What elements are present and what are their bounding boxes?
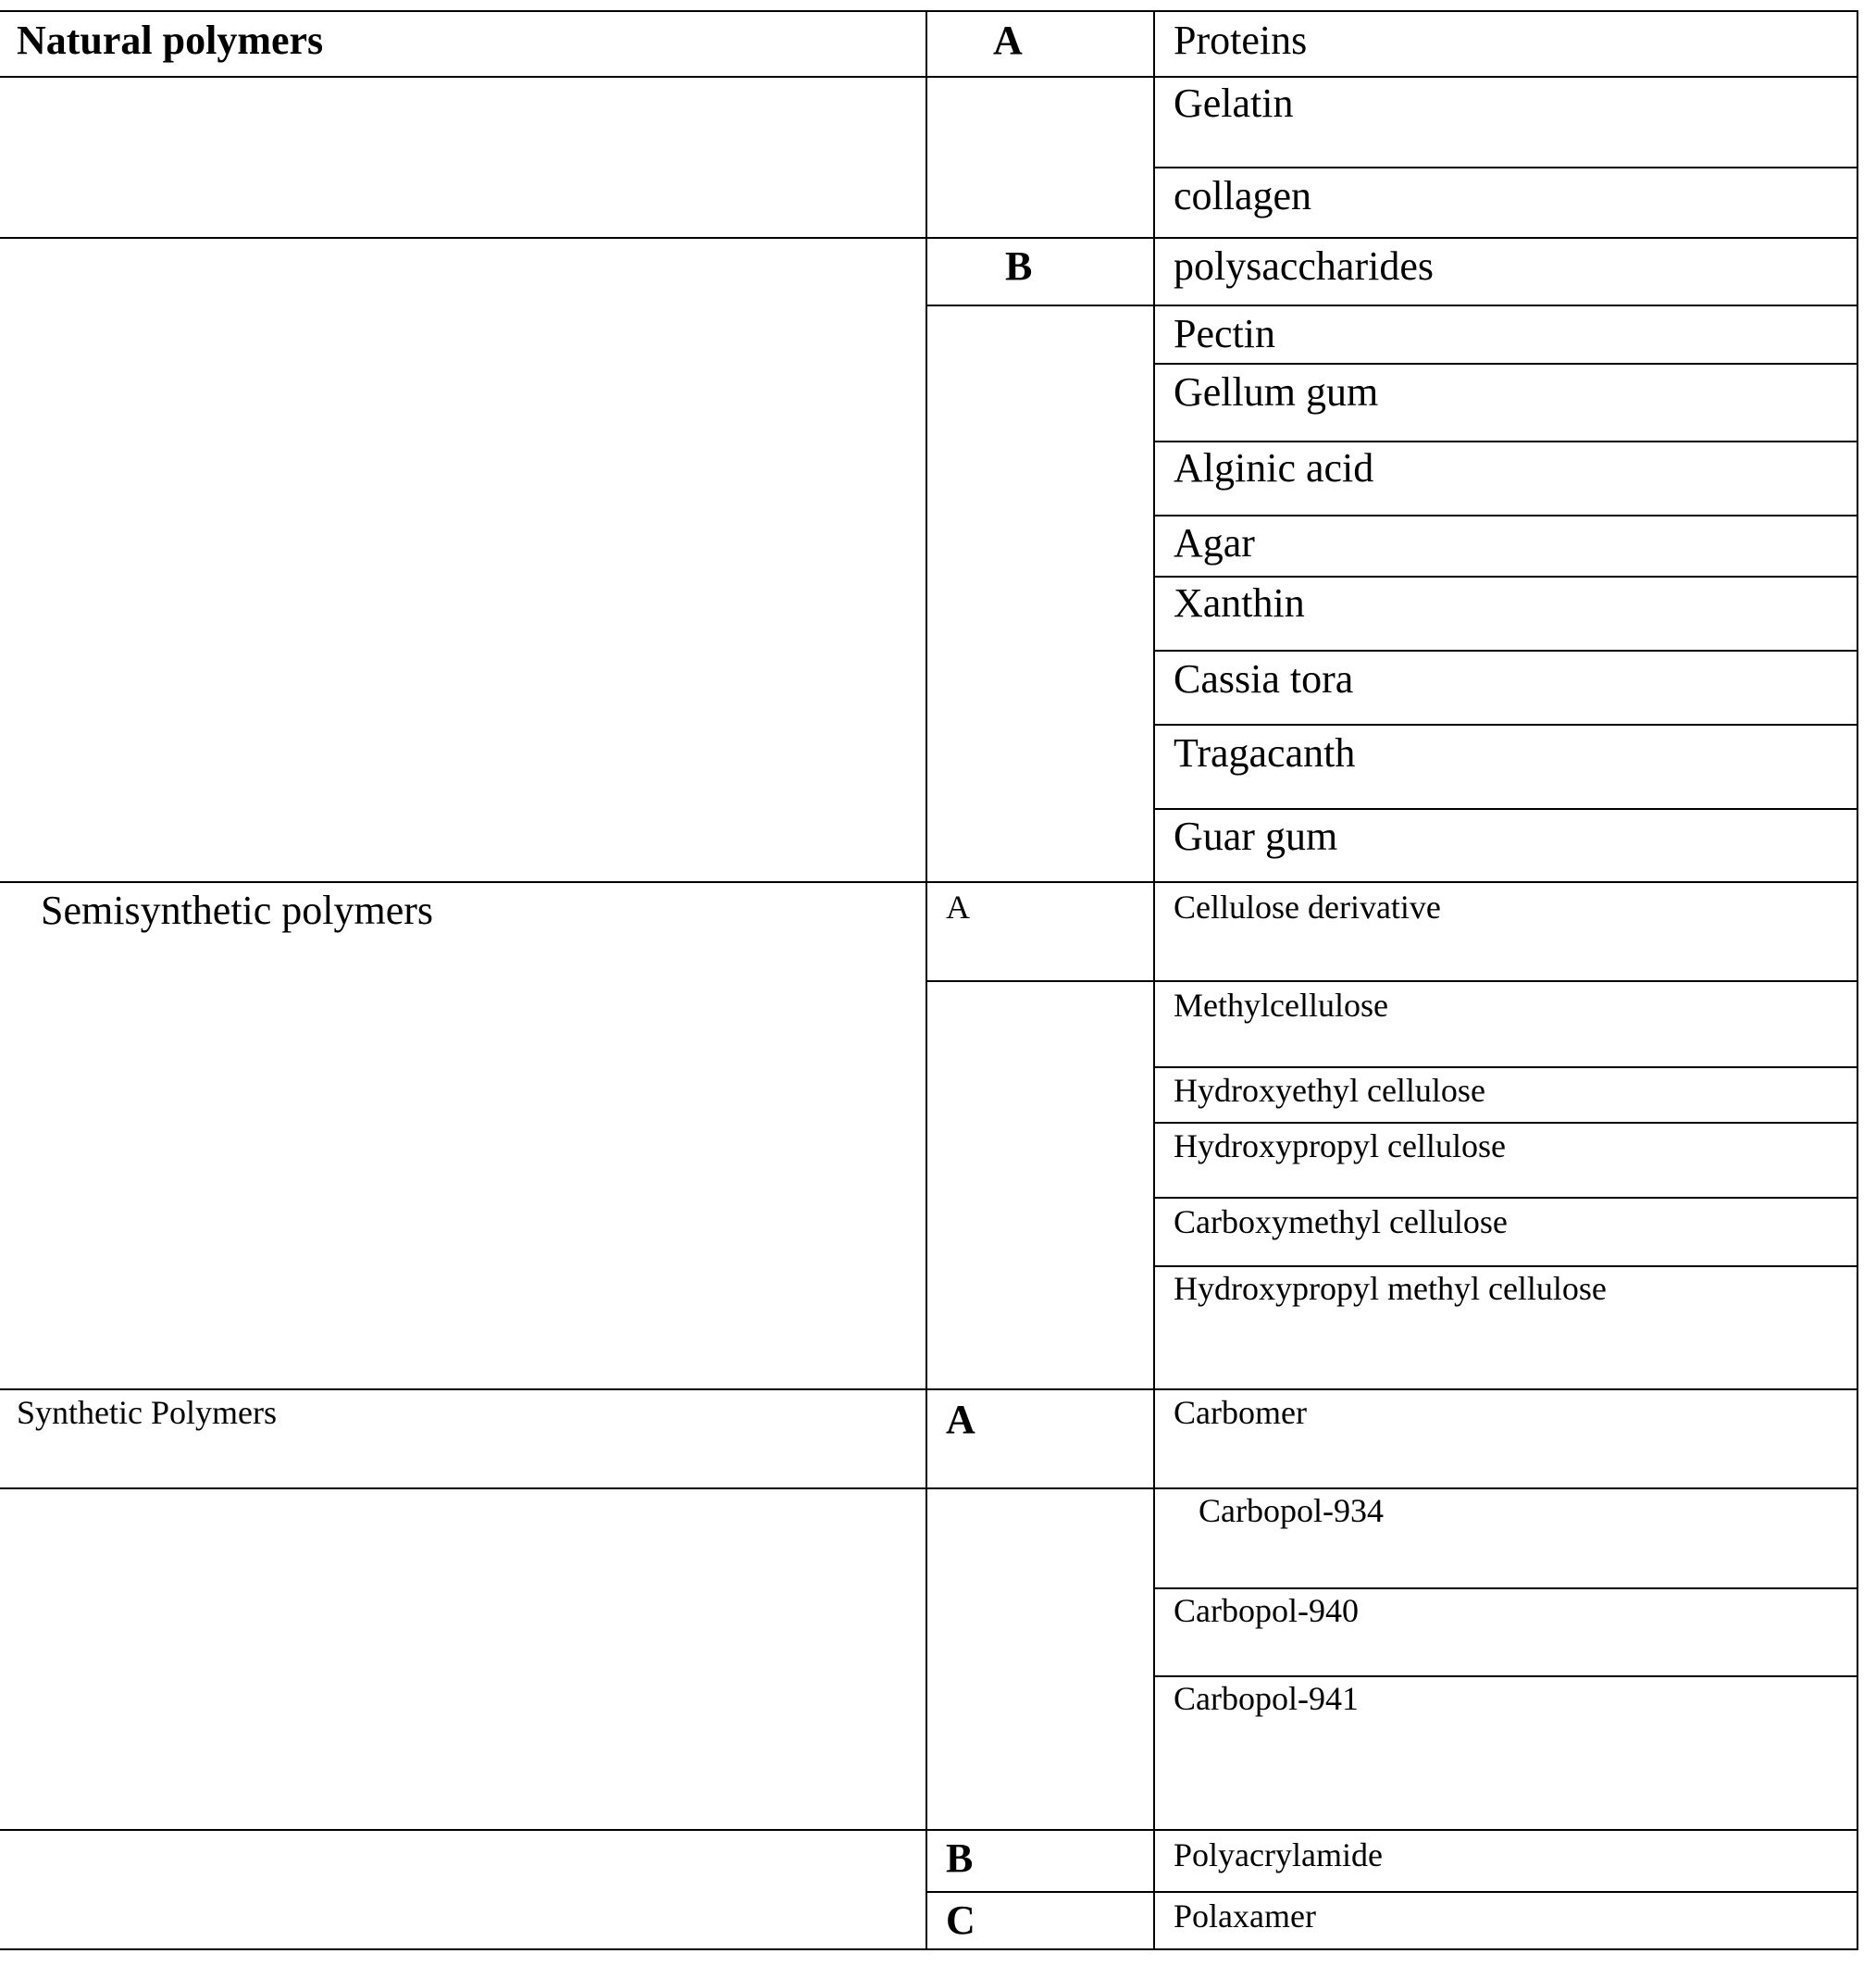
item-cell: Cassia tora — [1174, 656, 1354, 702]
table-rule — [1153, 441, 1858, 442]
table-rule — [1153, 1066, 1858, 1068]
item-cell: Alginic acid — [1174, 445, 1374, 491]
table-rule — [926, 305, 1858, 306]
table-rule — [0, 10, 1858, 12]
table-rule — [926, 1891, 1858, 1893]
table-rule — [1153, 1587, 1858, 1589]
column-divider — [1153, 10, 1155, 1950]
item-cell: Gelatin — [1174, 81, 1294, 126]
item-cell: Carbopol-941 — [1174, 1680, 1359, 1717]
marker-natural-b: B — [1005, 243, 1033, 289]
item-cell: Carboxymethyl cellulose — [1174, 1203, 1508, 1240]
group-label-synthetic: Synthetic Polymers — [17, 1394, 277, 1431]
item-cell: Carbopol-940 — [1174, 1592, 1359, 1629]
item-cell: Gellum gum — [1174, 369, 1379, 415]
item-cell: Hydroxyethyl cellulose — [1174, 1072, 1485, 1109]
table-rule — [926, 980, 1858, 982]
item-cell: Polyacrylamide — [1174, 1836, 1383, 1873]
table-rule — [0, 1829, 1858, 1831]
item-cell: Agar — [1174, 520, 1255, 566]
marker-synth-a: A — [946, 1397, 975, 1442]
marker-synth-b: B — [946, 1835, 974, 1881]
table-rule — [0, 1948, 1858, 1950]
table-rule — [1153, 1675, 1858, 1677]
item-cell: Carbopol-934 — [1199, 1492, 1384, 1529]
table-rule — [1153, 808, 1858, 810]
table-rule — [1153, 363, 1858, 365]
item-cell: collagen — [1174, 173, 1312, 218]
table-rule — [1153, 724, 1858, 726]
table-rule — [0, 1487, 1858, 1489]
item-cell: Pectin — [1174, 311, 1275, 356]
table-rule — [0, 881, 1858, 883]
item-cell: Polaxamer — [1174, 1898, 1316, 1935]
item-cell: Methylcellulose — [1174, 987, 1388, 1024]
item-cell: Hydroxypropyl cellulose — [1174, 1127, 1506, 1164]
table-rule — [1153, 1197, 1858, 1199]
item-cell: Xanthin — [1174, 580, 1305, 626]
group-label-natural: Natural polymers — [17, 18, 324, 63]
item-cell: Hydroxypropyl methyl cellulose — [1174, 1270, 1607, 1307]
marker-semi-a: A — [946, 889, 970, 926]
table-rule — [0, 76, 1858, 78]
column-divider — [926, 10, 927, 1950]
table-rule — [1153, 515, 1858, 516]
item-cell: Cellulose derivative — [1174, 889, 1441, 926]
item-cell: Guar gum — [1174, 814, 1338, 859]
group-label-semisynthetic: Semisynthetic polymers — [41, 888, 434, 933]
item-cell: Tragacanth — [1174, 730, 1356, 776]
marker-natural-a: A — [993, 18, 1023, 63]
table-rule — [1153, 1122, 1858, 1124]
table-rule — [0, 1388, 1858, 1390]
table-rule — [1153, 650, 1858, 652]
table-rule — [0, 237, 1858, 239]
item-cell: Carbomer — [1174, 1394, 1307, 1431]
item-cell: polysaccharides — [1174, 243, 1434, 289]
table-rule — [1153, 167, 1858, 168]
table-rule — [1153, 576, 1858, 578]
table-rule — [1153, 1265, 1858, 1267]
item-cell: Proteins — [1174, 18, 1308, 63]
column-divider — [1857, 10, 1858, 1950]
marker-synth-c: C — [946, 1898, 975, 1943]
